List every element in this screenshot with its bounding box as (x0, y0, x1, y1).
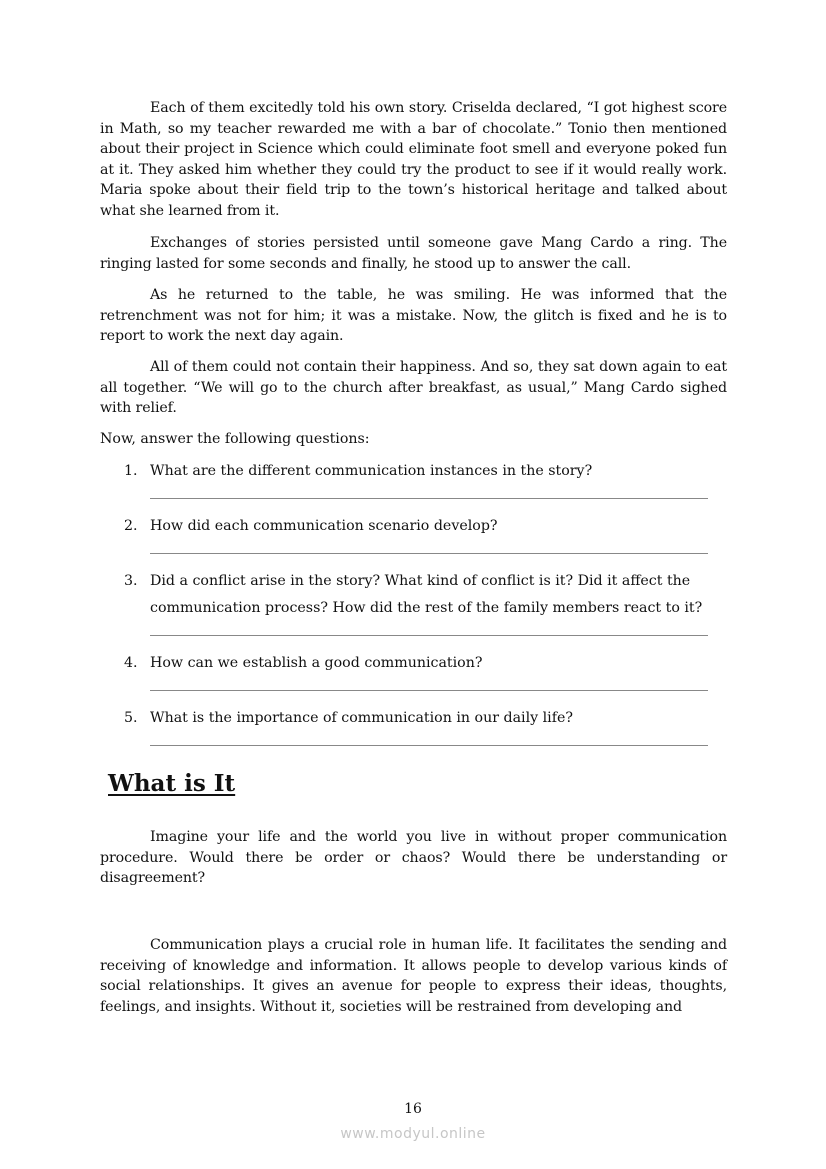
question-number: 4. (124, 655, 138, 671)
question-number: 2. (124, 518, 138, 534)
story-paragraph-3: As he returned to the table, he was smiling. He was informed that the retrenchment was not for him; it was a mistake. Now, the glitch is fixed and he is to report to work the next day again. (100, 287, 727, 345)
question-item (100, 650, 727, 691)
page-number: 16 (404, 1101, 422, 1117)
question-item (100, 458, 727, 499)
watermark: www.modyul.online (340, 1126, 486, 1142)
story-paragraph-1: Each of them excitedly told his own story. Criselda declared, “I got highest score in Math, so my teacher rewarded me with a bar of chocolate.” Tonio then mentioned about their project in Science which could eliminate foot smell and everyone poked fun at it. They asked him whether they could try the product to see if it would really work. Maria spoke about their field trip to the town’s historical heritage and talked about what she learned from it. (100, 100, 727, 219)
section-paragraph-2: Communication plays a crucial role in human life. It facilitates the sending and receiving of knowledge and information. It allows people to develop various kinds of social relationships. It gives an avenue for people to express their ideas, thoughts, feelings, and insights. Without it, societies will be restrained from developing and (100, 937, 727, 1015)
story-paragraph-2: Exchanges of stories persisted until someone gave Mang Cardo a ring. The ringing lasted for some seconds and finally, he stood up to answer the call. (100, 235, 727, 272)
question-number: 5. (124, 710, 138, 726)
question-text: How can we establish a good communication? (150, 655, 483, 671)
question-text: How did each communication scenario develop? (150, 518, 498, 534)
question-number: 1. (124, 463, 138, 479)
questions-intro: Now, answer the following questions: (100, 431, 370, 447)
section-heading: What is It (108, 770, 236, 797)
question-item (100, 513, 727, 554)
question-text: What are the different communication instances in the story? (150, 463, 593, 479)
answer-line[interactable] (150, 634, 708, 636)
question-number: 3. (124, 573, 138, 589)
story-paragraph-4: All of them could not contain their happiness. And so, they sat down again to eat all together. “We will go to the church after breakfast, as usual,” Mang Cardo sighed with relief. (100, 359, 727, 417)
question-item (100, 568, 727, 636)
question-text: What is the importance of communication in our daily life? (150, 710, 573, 726)
questions-list (100, 458, 727, 760)
answer-line[interactable] (150, 744, 708, 746)
answer-line[interactable] (150, 497, 708, 499)
answer-line[interactable] (150, 689, 708, 691)
answer-line[interactable] (150, 552, 708, 554)
question-text: Did a conflict arise in the story? What kind of conflict is it? Did it affect the communication process? How did the rest of the family members react to it? (150, 573, 703, 616)
section-paragraph-1: Imagine your life and the world you live in without proper communication procedure. Would there be order or chaos? Would there be understanding or disagreement? (100, 829, 727, 887)
question-item (100, 705, 727, 746)
